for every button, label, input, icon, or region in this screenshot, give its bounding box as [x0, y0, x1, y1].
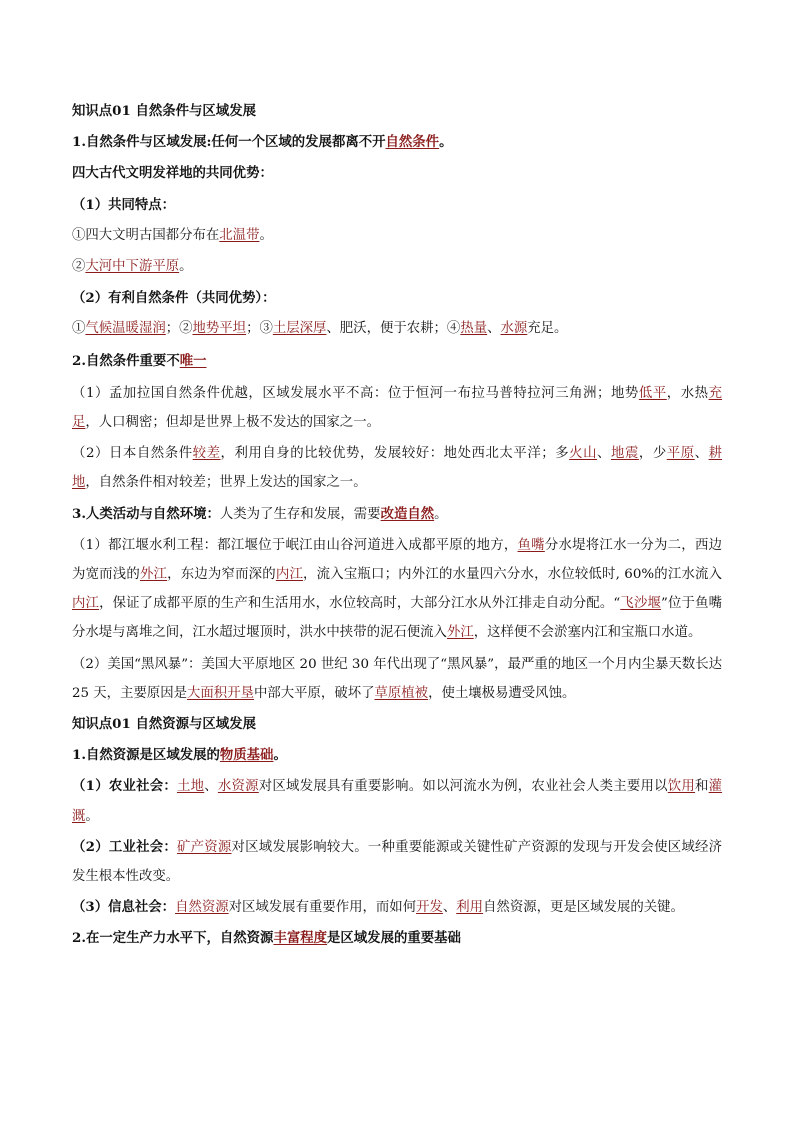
keyword: 草原植被	[374, 685, 429, 701]
text-run: （2）工业社会：	[72, 838, 177, 855]
info-para	[72, 893, 722, 922]
text-run: ”位于鱼嘴分水堤与离堆之间，江水超过堰顶时，洪水中挟带的泥石便流入	[72, 596, 723, 641]
keyword: 利用	[456, 900, 484, 916]
keyword: 水资源	[217, 779, 259, 795]
point-1-1	[72, 129, 722, 155]
text-run: 自然资源，更是区域发展的关键。	[483, 900, 684, 916]
text-run: ，东边为窄而深的	[167, 566, 276, 582]
text-run: （2）有利自然条件（共同优势）：	[72, 290, 276, 307]
text-run: ，水热	[666, 385, 709, 401]
text-run: 是区域发展的重要基础	[327, 930, 461, 947]
keyword: 丰富程度	[273, 930, 328, 947]
point-1-2	[72, 348, 722, 374]
keyword: 自然条件	[385, 134, 440, 151]
keyword: 火山	[569, 446, 598, 462]
agri-para	[72, 772, 722, 830]
keyword: 北温带	[219, 227, 260, 243]
text-run: 四大古代文明发祥地的共同优势：	[72, 165, 273, 182]
sub-favorable	[72, 285, 722, 311]
point-2-1	[72, 741, 722, 770]
keyword: 平原	[666, 446, 695, 462]
sub-common-features	[72, 192, 722, 218]
keyword: 鱼嘴	[517, 537, 545, 553]
document-page	[72, 98, 722, 956]
text-run: 分水堤将江水一分为二，西边为宽而浅的	[72, 537, 722, 582]
text-run: 。	[434, 506, 448, 522]
keyword: 气候温暖湿润	[85, 321, 166, 337]
text-run: ，利用自身的比较优势，发展较好：地处西北太平洋；多	[220, 446, 570, 462]
japan-para	[72, 439, 722, 497]
text-run: 。	[273, 747, 287, 764]
text-run: （2）日本自然条件	[72, 446, 193, 462]
text-run: ①	[72, 321, 86, 337]
text-run: 对区域发展有重要作用，而如何	[228, 900, 417, 916]
feature-1	[72, 223, 722, 249]
bangladesh-para	[72, 379, 722, 437]
text-run: 和	[695, 779, 709, 795]
text-run: 充足。	[527, 321, 568, 337]
keyword: 物质基础	[219, 747, 274, 764]
keyword: 充足	[72, 385, 722, 430]
text-run: 对区域发展具有重要影响。如以河流水为例，农业社会人类主要用以	[258, 779, 668, 795]
keyword: 热量	[460, 321, 488, 337]
text-run: ，人口稠密；但却是世界上极不发达的国家之一。	[85, 414, 380, 430]
keyword: 内江	[72, 596, 100, 612]
text-run: 人类为了生存和发展，需要	[219, 506, 381, 522]
text-run: ，流入宝瓶口；内外江的水量四六分水，水位较低时, 60%的江水流入	[303, 566, 723, 582]
text-run: 、	[597, 446, 611, 462]
keyword: 耕地	[72, 446, 723, 491]
text-run: 2.自然条件重要不	[72, 352, 180, 369]
keyword: 大河中下游平原	[85, 258, 180, 274]
text-run: 知识点01 自然资源与区域发展	[72, 715, 256, 732]
heading-k1	[72, 98, 722, 124]
keyword: 灌溉	[72, 779, 723, 824]
text-run: 。	[439, 134, 453, 151]
text-run: 2.在一定生产力水平下，自然资源	[72, 930, 274, 947]
point-1-3	[72, 500, 722, 529]
keyword: 飞沙堰	[620, 596, 662, 612]
ancient-civ-title	[72, 160, 722, 186]
text-run: 。	[85, 808, 99, 824]
keyword: 改造自然	[380, 505, 435, 522]
keyword: 外江	[139, 566, 168, 582]
text-run: （3）信息社会：	[72, 899, 176, 916]
text-run: 1.自然条件与区域发展:任何一个区域的发展都离不开	[72, 134, 386, 151]
keyword: 地震	[611, 446, 639, 462]
text-run: ，使土壤极易遭受风蚀。	[428, 685, 576, 701]
text-run: 。	[179, 258, 193, 274]
keyword: 较差	[192, 446, 221, 462]
text-run: 3.人类活动与自然环境：	[72, 505, 220, 522]
text-run: 、	[487, 321, 501, 337]
text-run: ；③	[246, 321, 273, 337]
dust-bowl-para	[72, 650, 722, 708]
text-run: （1）共同特点：	[72, 196, 176, 213]
text-run: 、	[694, 446, 709, 462]
text-run: 、	[442, 900, 457, 916]
text-run: ②	[72, 258, 86, 274]
text-run: ，这样便不会淤塞内江和宝瓶口水道。	[473, 625, 702, 641]
keyword: 低平	[638, 385, 667, 401]
text-run: 、	[204, 779, 218, 795]
keyword: 土地	[176, 779, 205, 795]
keyword: 开发	[416, 900, 443, 916]
text-run: ；②	[165, 321, 193, 337]
dujiangyan-para	[72, 531, 722, 648]
text-run: ，自然条件相对较差；世界上发达的国家之一。	[85, 475, 367, 491]
feature-2	[72, 254, 722, 280]
text-run: ①四大文明古国都分布在	[72, 227, 220, 243]
text-run: 知识点01 自然条件与区域发展	[72, 103, 256, 119]
text-run: （2）美国“黑风暴”：美国大平原地区 20 世纪 30 年代出现了“黑风暴”，最严重的地区一个月内尘暴天数长达 25 天，主要原因是	[72, 656, 722, 701]
text-run: ，少	[638, 446, 667, 462]
text-run: 1.自然资源是区域发展的	[72, 747, 220, 764]
keyword: 大面积开垦	[187, 685, 254, 701]
keyword: 水源	[500, 321, 528, 337]
text-run: ，保证了成都平原的生产和生活用水，水位较高时，大部分江水从外江排走自动分配。“	[99, 596, 621, 612]
keyword: 地势平坦	[192, 321, 247, 337]
favorable-list	[72, 316, 722, 342]
text-run: 对区域发展影响较大。一种重要能源或关键性矿产资源的发现与开发会使区域经济发生根本性改变。	[72, 839, 722, 884]
text-run: （1）都江堰水利工程：都江堰位于岷江由山谷河道进入成都平原的地方，	[72, 537, 518, 553]
text-run: 、肥沃，便于农耕；④	[326, 321, 461, 337]
industry-para	[72, 833, 722, 891]
text-run: （1）孟加拉国自然条件优越，区域发展水平不高：位于恒河一布拉马普特拉河三角洲；地势	[72, 385, 639, 401]
text-run: （1）农业社会：	[72, 778, 177, 795]
point-2-2	[72, 924, 722, 953]
keyword: 自然资源	[175, 900, 229, 916]
heading-k2	[72, 710, 722, 739]
keyword: 矿产资源	[176, 839, 232, 855]
keyword: 内江	[275, 566, 304, 582]
keyword: 土层深厚	[272, 321, 327, 337]
text-run: 。	[259, 227, 273, 243]
text-run: 中部大平原，破坏了	[253, 685, 375, 701]
keyword: 饮用	[667, 779, 695, 795]
keyword: 外江	[446, 625, 474, 641]
keyword: 唯一	[179, 352, 207, 369]
